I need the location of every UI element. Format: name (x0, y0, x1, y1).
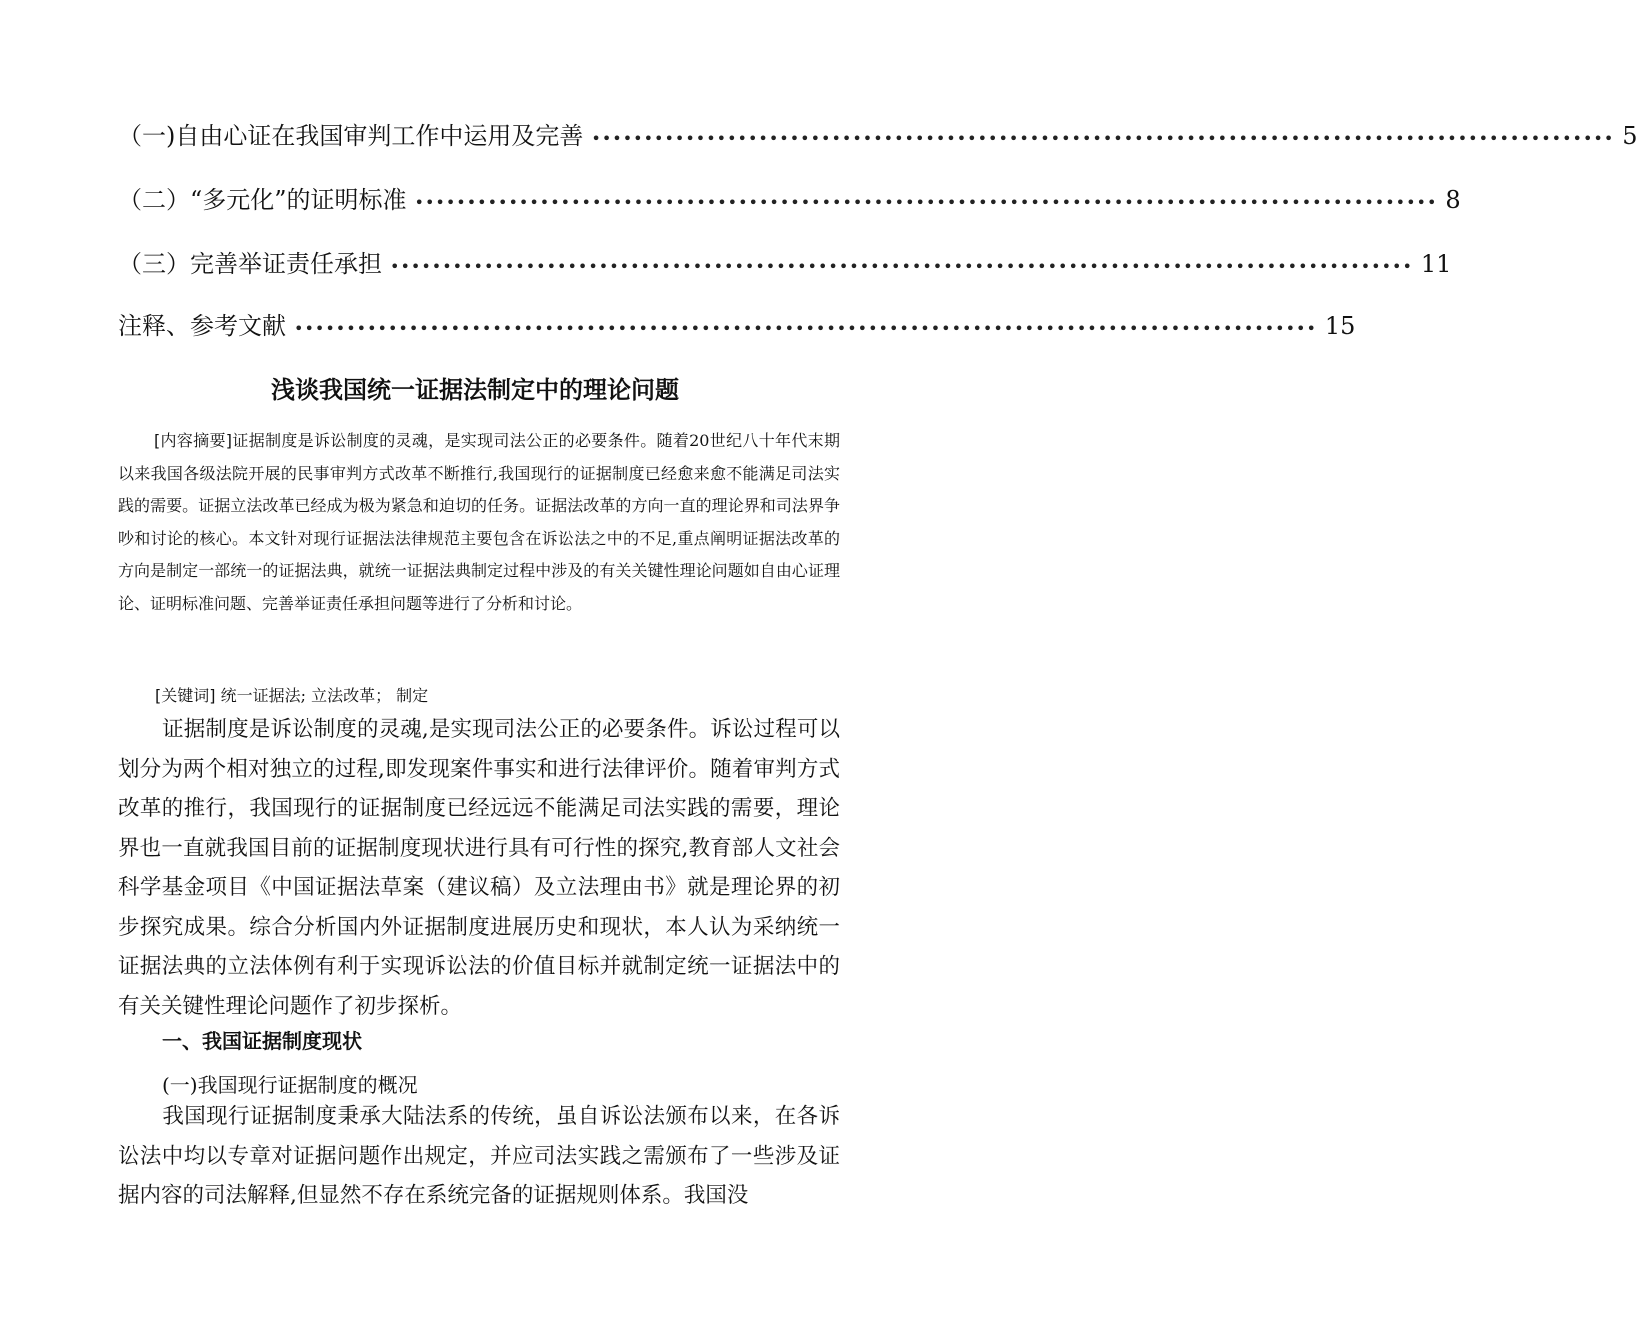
abstract-tag: [内容摘要] (154, 431, 233, 450)
keywords-text: 统一证据法; 立法改革； 制定 (220, 686, 429, 705)
intro-paragraph-text: 证据制度是诉讼制度的灵魂,是实现司法公正的必要条件。诉讼过程可以划分为两个相对独立的过程,即发现案件事实和进行法律评价。随着审判方式改革的推行，我国现行的证据制度已经远远不能满足司法实践的需要，理论界也一直就我国目前的证据制度现状进行具有可行性的探究,教育部人文社会科学基金项目《中国证据法草案（建议稿）及立法理由书》就是理论界的初步探究成果。综合分析国内外证据制度进展历史和现状，本人认为采纳统一证据法典的立法体例有利于实现诉讼法的价值目标并就制定统一证据法中的有关关键性理论问题作了初步探析。 (118, 717, 840, 1019)
subsection-heading: (一)我国现行证据制度的概况 (162, 1073, 418, 1097)
keywords (155, 683, 428, 706)
toc-page-number: 15 (1324, 312, 1356, 340)
abstract-text: 证据制度是诉讼制度的灵魂，是实现司法公正的必要条件。随着20世纪八十年代末期以来我国各级法院开展的民事审判方式改革不断推行,我国现行的证据制度已经愈来愈不能满足司法实践的需要。证据立法改革已经成为极为紧急和迫切的任务。证据法改革的方向一直的理论界和司法界争吵和讨论的核心。本文针对现行证据法法律规范主要包含在诉讼法之中的不足,重点阐明证据法改革的方向是制定一部统一的证据法典，就统一证据法典制定过程中涉及的有关关键性理论问题如自由心证理论、证明标准问题、完善举证责任承担问题等进行了分析和讨论。 (118, 431, 840, 613)
toc-page-number: 8 (1445, 186, 1461, 214)
article-title: 浅谈我国统一证据法制定中的理论问题 (271, 376, 679, 404)
abstract (118, 425, 840, 620)
toc-label: （二）“多元化”的证明标准 (118, 186, 407, 214)
toc-leader-dots: •••••••••••••••••••••••••••••••••••••••••••••••••••••••••••••••••••••••••••••••••••••••••••••••••• (294, 319, 1317, 338)
toc-page-number: 5 (1622, 122, 1638, 150)
section-paragraph-text: 我国现行证据制度秉承大陆法系的传统，虽自诉讼法颁布以来，在各诉讼法中均以专章对证据问题作出规定，并应司法实践之需颁布了一些涉及证据内容的司法解释,但显然不存在系统完备的证据规则体系。我国没 (118, 1104, 840, 1208)
toc-label: （三）完善举证责任承担 (118, 250, 382, 278)
toc-leader-dots: •••••••••••••••••••••••••••••••••••••••••••••••••••••••••••••••••••••••••••••••••••••••••••••••••• (390, 257, 1413, 276)
intro-paragraph (118, 710, 840, 1026)
toc-row-3 (118, 244, 1452, 284)
section-heading: 一、我国证据制度现状 (162, 1029, 362, 1053)
toc-label: （一)自由心证在我国审判工作中运用及完善 (118, 122, 584, 150)
toc-row-1 (118, 116, 1638, 156)
toc-leader-dots: •••••••••••••••••••••••••••••••••••••••••••••••••••••••••••••••••••••••••••••••••••••••••••••••••• (414, 193, 1438, 212)
toc-page-number: 11 (1420, 250, 1452, 278)
toc-row-2 (118, 180, 1461, 220)
toc-leader-dots: •••••••••••••••••••••••••••••••••••••••••••••••••••••••••••••••••••••••••••••••••••••••••••••••••• (591, 129, 1615, 148)
toc-label: 注释、参考文献 (118, 312, 286, 340)
keywords-tag: [关键词] (155, 686, 216, 705)
section-paragraph (118, 1097, 840, 1216)
toc-row-4 (118, 306, 1356, 346)
